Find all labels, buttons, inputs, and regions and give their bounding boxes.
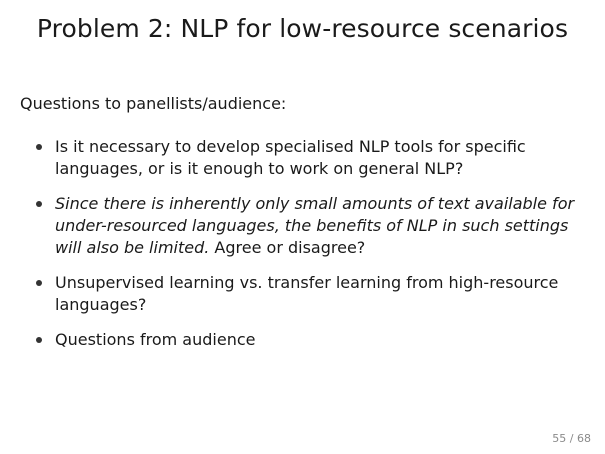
intro-text: Questions to panellists/audience: bbox=[20, 94, 287, 113]
page-number: 55 / 68 bbox=[552, 432, 591, 445]
bullet-plain-text: Unsupervised learning vs. transfer learning from high-resource languages? bbox=[55, 273, 559, 314]
bullet-dot-icon bbox=[36, 144, 42, 150]
bullet-dot-icon bbox=[36, 280, 42, 286]
bullet-italic-text: Since there is inherently only small amounts of text available for under-resourced languages, the benefits of NLP in such settings will also be limited. bbox=[55, 194, 575, 257]
bullet-plain-text: Agree or disagree? bbox=[209, 238, 366, 257]
bullet-item bbox=[34, 193, 592, 259]
bullet-plain-text: Is it necessary to develop specialised NLP tools for specific languages, or is it enough to work on general NLP? bbox=[55, 137, 526, 178]
bullet-text bbox=[55, 273, 558, 314]
slide-title: Problem 2: NLP for low-resource scenarios bbox=[36, 14, 569, 43]
bullet-item bbox=[34, 272, 592, 316]
bullet-list bbox=[34, 136, 592, 364]
bullet-text bbox=[55, 330, 255, 349]
bullet-text bbox=[55, 137, 526, 178]
bullet-plain-text: Questions from audience bbox=[55, 330, 256, 349]
bullet-dot-icon bbox=[36, 337, 42, 343]
bullet-dot-icon bbox=[36, 201, 42, 207]
bullet-item bbox=[34, 329, 592, 351]
bullet-item bbox=[34, 136, 592, 180]
bullet-text bbox=[55, 194, 574, 257]
